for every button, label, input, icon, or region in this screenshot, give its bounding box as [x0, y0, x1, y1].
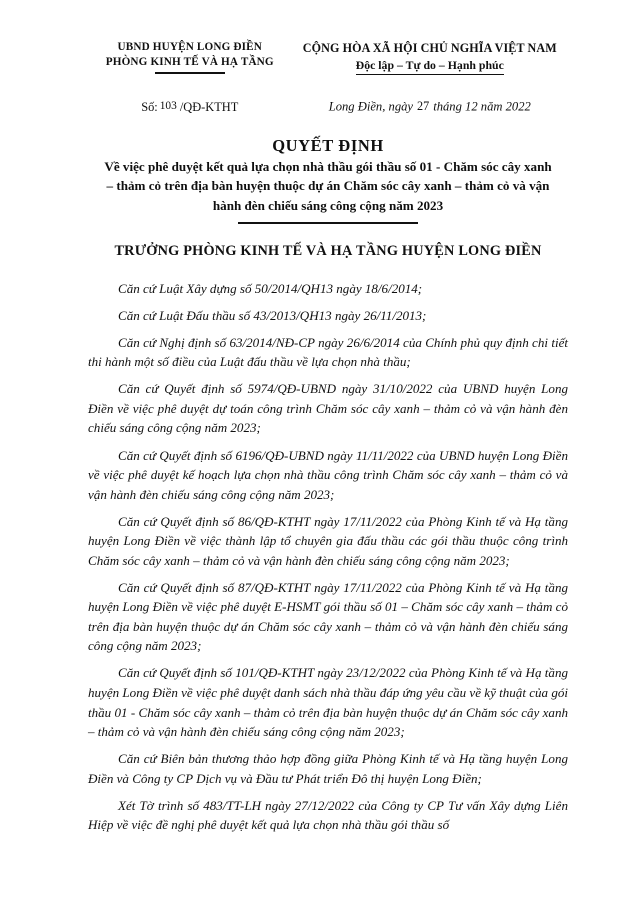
body-paragraph: Xét Tờ trình số 483/TT-LH ngày 27/12/2022 của Công ty CP Tư vấn Xây dựng Liên Hiệp về việc đề nghị phê duyệt kết quả lựa chọn nhà thầu gói thầu số [88, 797, 568, 833]
body-paragraph: Căn cứ Quyết định số 86/QĐ-KTHT ngày 17/11/2022 của Phòng Kinh tế và Hạ tầng huyện Long Điền về việc thành lập tổ chuyên gia đấu thầu các gói thầu thuộc công trình Chăm sóc cây xanh – thảm cỏ và vận hành đèn chiếu sáng công cộng năm 2023; [88, 513, 568, 568]
issuing-organization-block [88, 40, 292, 74]
date-day: 27 [417, 99, 430, 113]
place-date-prefix: Long Điền, ngày [328, 99, 414, 114]
body-paragraph: Căn cứ Biên bản thương thảo hợp đồng giữa Phòng Kinh tế và Hạ tầng huyện Long Điền và Công ty CP Dịch vụ và Đầu tư Phát triển Đô thị huyện Long Điền; [88, 751, 568, 786]
issuer-heading: TRƯỞNG PHÒNG KINH TẾ VÀ HẠ TẦNG HUYỆN LONG ĐIỀN [114, 242, 542, 259]
body-paragraph: Căn cứ Luật Đấu thầu số 43/2013/QH13 ngày 26/11/2013; [118, 307, 427, 323]
body-paragraph: Căn cứ Quyết định số 5974/QĐ-UBND ngày 31/10/2022 của UBND huyện Long Điền về việc phê duyệt dự toán công trình Chăm sóc cây xanh – thảm cỏ và vận hành đèn chiếu sáng công cộng năm 2023; [88, 381, 568, 436]
date-month-year: tháng 12 năm 2022 [433, 99, 531, 114]
title-block [88, 135, 568, 224]
body-paragraph: Căn cứ Quyết định số 87/QĐ-KTHT ngày 17/11/2022 của Phòng Kinh tế và Hạ tầng huyện Long Điền về việc phê duyệt E-HSMT gói thầu số 01 – Chăm sóc cây xanh – thảm cỏ trên địa bàn huyện thuộc dự án Chăm sóc cây xanh – thảm cỏ và vận hành đèn chiếu sáng công cộng năm 2023; [88, 579, 568, 654]
body-paragraph: Căn cứ Quyết định số 101/QĐ-KTHT ngày 23/12/2022 của Phòng Kinh tế và Hạ tầng huyện Long Điền về việc phê duyệt danh sách nhà thầu đáp ứng yêu cầu về kỹ thuật của gói thầu 01 - Chăm sóc cây xanh – thảm cỏ trên địa bàn huyện thuộc dự án Chăm sóc cây xanh – thảm cỏ và vận hành đèn chiếu sáng công cộng năm 2023; [88, 665, 568, 740]
number-and-date-row [88, 99, 568, 115]
document-number [88, 100, 292, 115]
body-paragraph: Căn cứ Nghị định số 63/2014/NĐ-CP ngày 26/6/2014 của Chính phủ quy định chi tiết thi hành một số điều của Luật đấu thầu về lựa chọn nhà thầu; [88, 334, 568, 370]
place-and-date [292, 99, 568, 115]
document-number-label: Số: [141, 99, 158, 114]
national-motto: Độc lập – Tự do – Hạnh phúc [356, 57, 504, 75]
document-number-suffix: /QĐ-KTHT [179, 99, 239, 114]
document-subtitle: Về việc phê duyệt kết quả lựa chọn nhà thầu gói thầu số 01 - Chăm sóc cây xanh – thảm cỏ trên địa bàn huyện thuộc dự án Chăm sóc cây xanh – thảm cỏ và vận hành đèn chiếu sáng công cộng năm 2023 [104, 158, 552, 213]
document-masthead [88, 0, 568, 75]
organization-parent-name: UBND HUYỆN LONG ĐIỀN [117, 41, 262, 53]
organization-underline-rule [155, 72, 225, 74]
document-body [88, 279, 568, 835]
document-number-value: 103 [159, 100, 177, 112]
national-title: CỘNG HÒA XÃ HỘI CHỦ NGHĨA VIỆT NAM [302, 41, 557, 55]
body-paragraph: Căn cứ Luật Xây dựng số 50/2014/QH13 ngày 18/6/2014; [118, 280, 423, 296]
organization-department-name: PHÒNG KINH TẾ VÀ HẠ TẦNG [105, 56, 274, 68]
title-underline-rule [238, 222, 418, 224]
national-heading-block [292, 40, 568, 75]
body-paragraph: Căn cứ Quyết định số 6196/QĐ-UBND ngày 11/11/2022 của UBND huyện Long Điền về việc phê duyệt kế hoạch lựa chọn nhà thầu công trình Chăm sóc cây xanh – thảm cỏ và vận hành đèn chiếu sáng công cộng năm 2023; [88, 447, 568, 502]
page-title: QUYẾT ĐỊNH [272, 135, 384, 155]
